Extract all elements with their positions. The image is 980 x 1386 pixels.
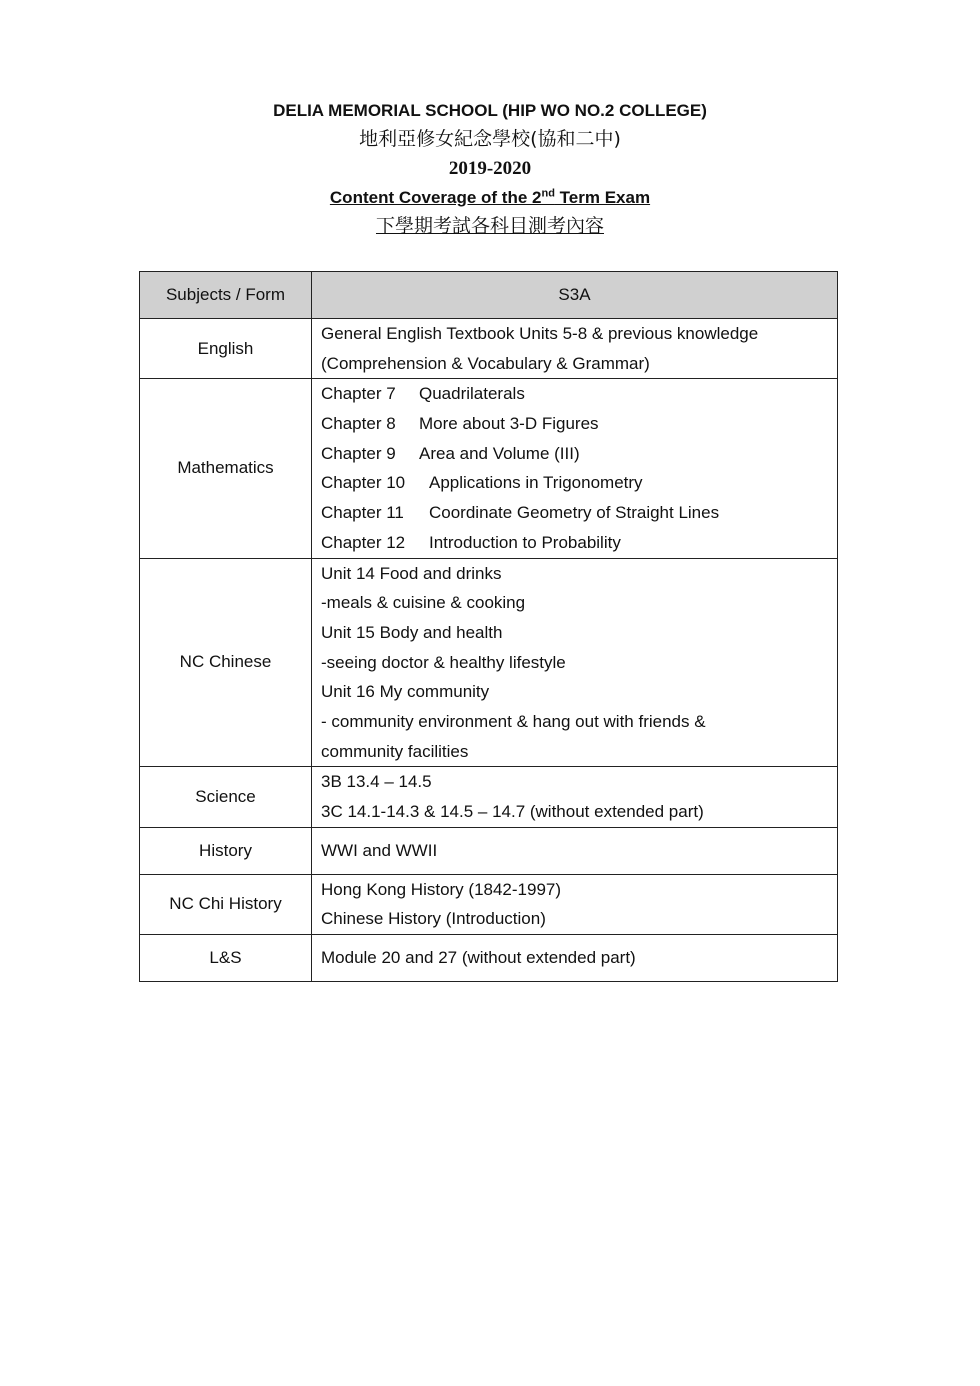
chapter-line — [321, 379, 837, 409]
chapter-title: Applications in Trigonometry — [429, 473, 643, 493]
content-line: Module 20 and 27 (without extended part) — [321, 948, 636, 968]
content-line: General English Textbook Units 5-8 & previous knowledge — [321, 324, 759, 343]
chapter-title: Quadrilaterals — [419, 384, 525, 404]
academic-year: 2019-2020 — [448, 158, 532, 179]
chapter-number: Chapter 11 — [321, 503, 404, 523]
table-row-ls — [140, 935, 838, 982]
chapter-number: Chapter 10 — [321, 473, 406, 493]
chapter-line — [321, 409, 837, 439]
content-nc-chinese — [312, 558, 838, 767]
chapter-title: Area and Volume (III) — [419, 443, 580, 463]
chapter-number: Chapter 7 — [321, 384, 396, 404]
header-s3a: S3A — [312, 272, 838, 319]
chapter-number: Chapter 12 — [321, 532, 406, 552]
content-line: (Comprehension & Vocabulary & Grammar) — [321, 353, 650, 373]
content-line: - community environment & hang out with friends & — [321, 711, 706, 731]
chapter-line — [321, 528, 837, 558]
content-line: 3B 13.4 – 14.5 — [321, 772, 432, 792]
content-line: Unit 15 Body and health — [321, 622, 503, 642]
table-row-nc-chi-history — [140, 874, 838, 934]
document-title-zh: 下學期考試各科目測考內容 — [375, 215, 604, 237]
content-history — [312, 827, 838, 874]
content-line: -seeing doctor & healthy lifestyle — [321, 652, 566, 672]
content-line: Chinese History (Introduction) — [321, 909, 546, 929]
content-line: Unit 16 My community — [321, 682, 490, 702]
subject-science: Science — [140, 767, 312, 827]
school-name-en: DELIA MEMORIAL SCHOOL (HIP WO NO.2 COLLEGE) — [273, 101, 707, 120]
table-row-mathematics — [140, 379, 838, 558]
chapter-title: Coordinate Geometry of Straight Lines — [429, 503, 720, 523]
document-header — [0, 96, 980, 241]
content-line: Unit 14 Food and drinks — [321, 563, 502, 583]
content-science — [312, 767, 838, 827]
content-line: community facilities — [321, 741, 469, 761]
table-row-history — [140, 827, 838, 874]
subject-ls: L&S — [140, 935, 312, 982]
chapter-title: Introduction to Probability — [429, 532, 621, 552]
subject-nc-chi-history: NC Chi History — [140, 874, 312, 934]
content-line: Hong Kong History (1842-1997) — [321, 879, 562, 899]
content-line: 3C 14.1-14.3 & 14.5 – 14.7 (without extended part) — [321, 802, 704, 821]
table-row-english — [140, 319, 838, 379]
school-name-zh: 地利亞修女紀念學校(協和二中) — [359, 128, 621, 150]
content-ls — [312, 935, 838, 982]
table-row-nc-chinese — [140, 558, 838, 767]
title-suffix: Term Exam — [554, 188, 651, 207]
subject-nc-chinese: NC Chinese — [140, 558, 312, 767]
table-row-science — [140, 767, 838, 827]
chapter-number: Chapter 9 — [321, 443, 396, 463]
content-english — [312, 319, 838, 379]
title-superscript: nd — [541, 187, 555, 200]
subject-history: History — [140, 827, 312, 874]
title-prefix: Content Coverage of the 2 — [329, 188, 542, 207]
content-coverage-table — [139, 271, 838, 982]
content-line: WWI and WWII — [321, 840, 438, 860]
chapter-line — [321, 468, 837, 498]
subject-mathematics: Mathematics — [140, 379, 312, 558]
content-line: -meals & cuisine & cooking — [321, 593, 526, 613]
chapter-number: Chapter 8 — [321, 414, 396, 434]
chapter-title: More about 3-D Figures — [419, 414, 599, 434]
subject-english: English — [140, 319, 312, 379]
content-mathematics — [312, 379, 838, 558]
document-title — [0, 183, 980, 212]
table-header-row — [140, 272, 838, 319]
header-subjects-form: Subjects / Form — [140, 272, 312, 319]
content-nc-chi-history — [312, 874, 838, 934]
chapter-line — [321, 439, 837, 469]
chapter-line — [321, 498, 837, 528]
